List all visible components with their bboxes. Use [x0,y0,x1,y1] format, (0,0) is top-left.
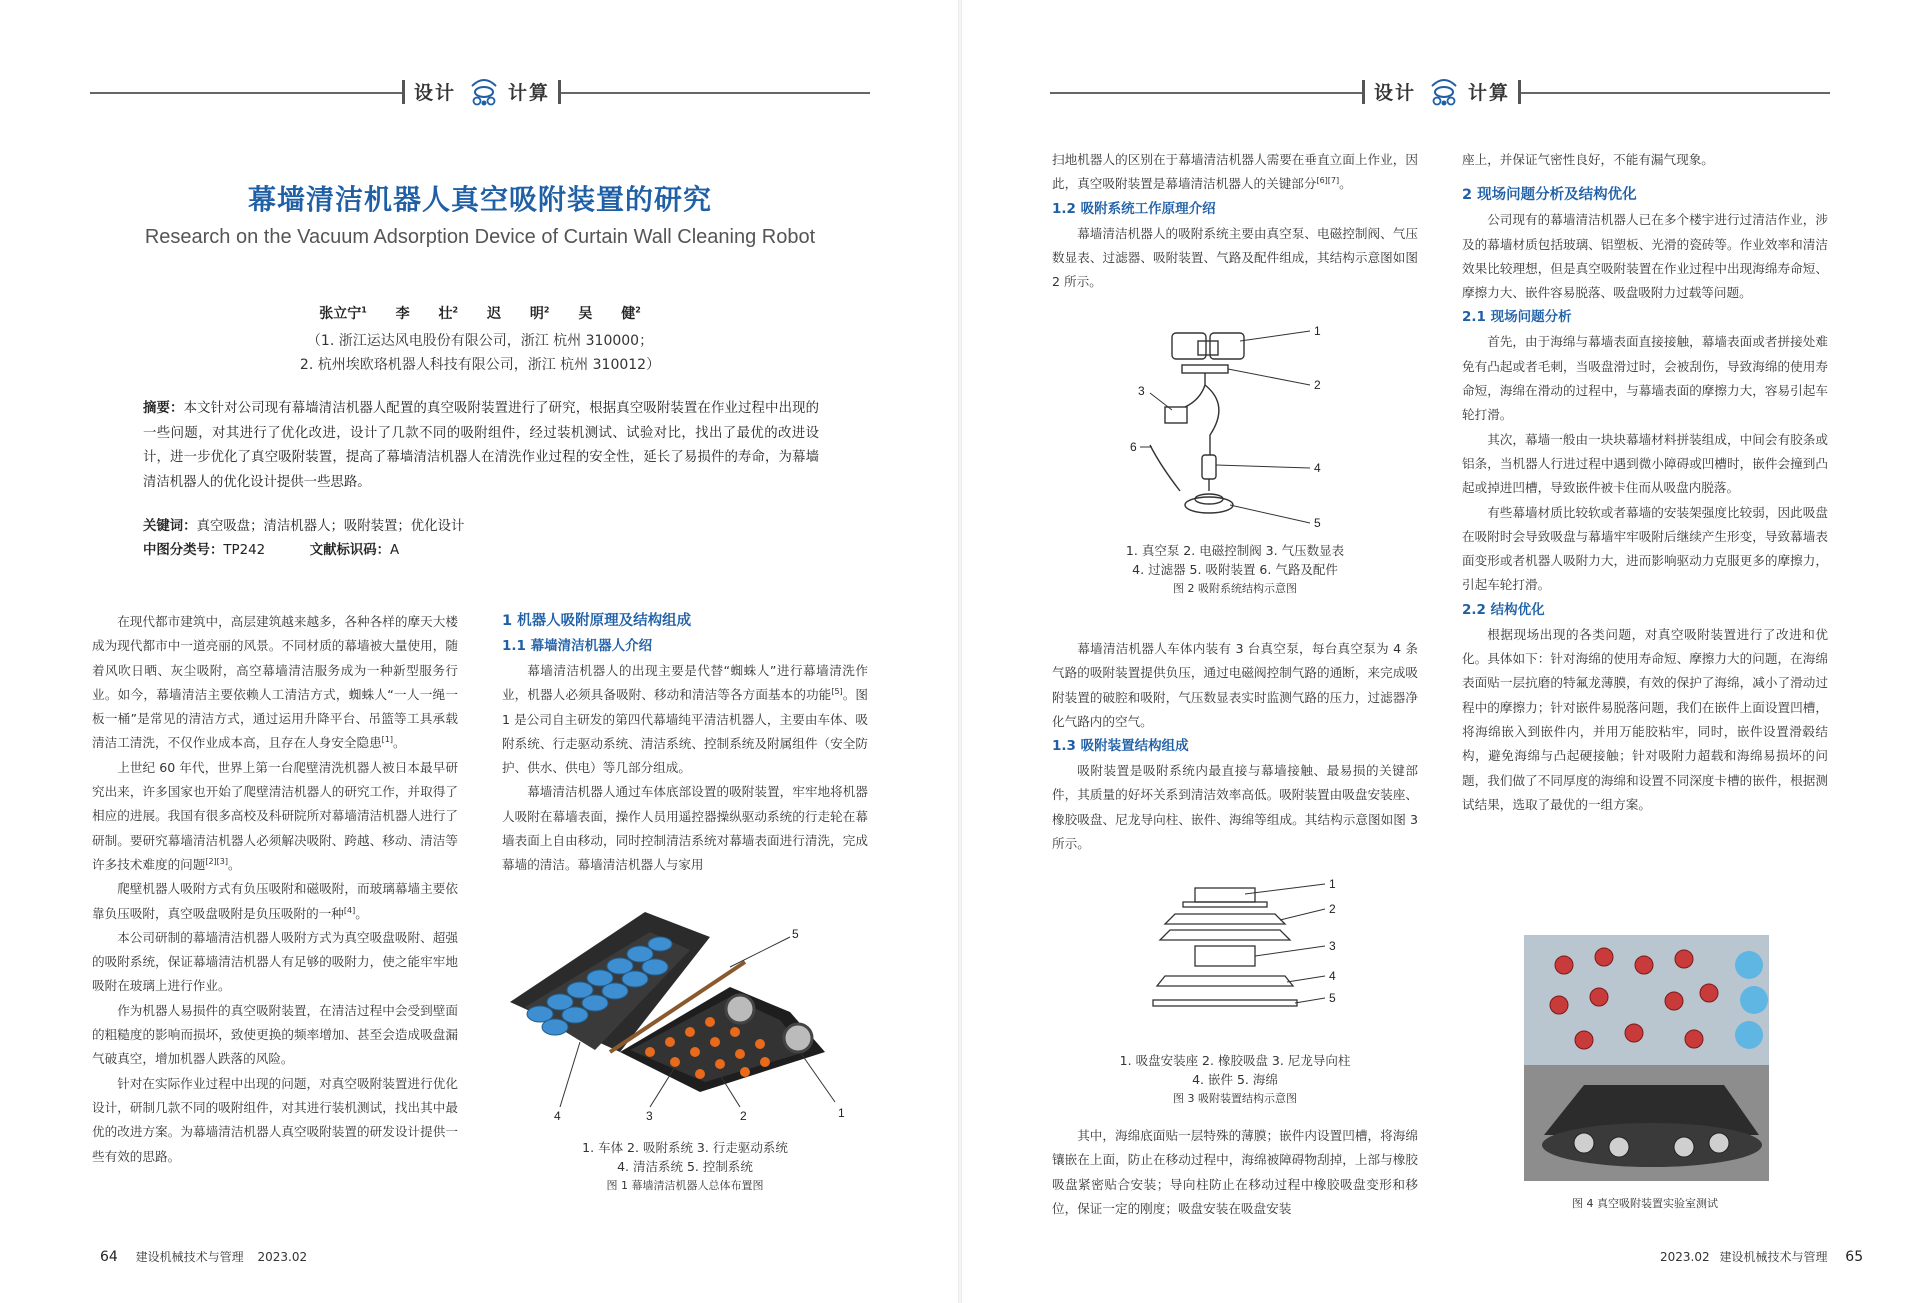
article-title-en: Research on the Vacuum Adsorption Device of Curtain Wall Cleaning Robot [144,226,816,248]
figure-1-legend: 1. 车体 2. 吸附系统 3. 行走驱动系统 4. 清洁系统 5. 控制系统 [582,1140,788,1174]
body-column-3-bottom [1052,1124,1418,1221]
paragraph: 公司现有的幕墙清洁机器人已在多个楼宇进行过清洁作业，涉及的幕墙材质包括玻璃、铝塑板、光滑的瓷砖等。作业效率和清洁效果比较理想，但是真空吸附装置在作业过程中出现海绵寿命短、摩擦力大、嵌件容易脱落、吸盘吸附力过载等问题。 [1462,212,1828,301]
figure-1-title: 图 1 幕墙清洁机器人总体布置图 [606,1179,764,1192]
figure-label: 3 [1138,384,1145,398]
header-word-calc: 计算 [508,82,551,104]
classification: 中图分类号：TP242 文献标识码：A [143,543,400,558]
running-header-left [90,72,870,112]
paragraph: 上世纪 60 年代，世界上第一台爬壁清洗机器人被日本最早研究出来，许多国家也开始了爬壁清洁机器人的研究工作，并取得了相应的进展。我国有很多高校及科研院所对幕墙清洁机器人进行了研制。要研究幕墙清洁机器人必须解决吸附、跨越、移动、清洁等许多技术难度的问题[2][3]。 [92,759,458,872]
system-drawing [1150,333,1244,513]
subsection-heading: 1.2 吸附系统工作原理介绍 [1052,200,1216,217]
journal-issue: 2023.02 [257,1250,308,1264]
journal-name: 建设机械技术与管理 [1719,1250,1828,1264]
keywords: 关键词：真空吸盘；清洁机器人；吸附装置；优化设计 [143,519,465,534]
right-page [960,0,1920,1303]
body-column-3-top [1052,148,1418,294]
paragraph: 扫地机器人的区别在于幕墙清洁机器人需要在垂直立面上作业，因此，真空吸附装置是幕墙清洁机器人的关键部分[6][7]。 [1052,152,1418,192]
robot-illustration [510,912,825,1092]
journal-name: 建设机械技术与管理 [135,1250,244,1264]
figure-label: 5 [1329,991,1336,1005]
figure-label: 5 [792,927,799,941]
paragraph: 幕墙清洁机器人通过车体底部设置的吸附装置，牢牢地将机器人吸附在幕墙表面，操作人员用遥控器操纵驱动系统的行走轮在幕墙表面上自由移动，同时控制清洁系统对幕墙表面进行清洗，完成幕墙的清洁。幕墙清洁机器人与家用 [502,784,868,873]
author: 李 壮$^2$ [395,305,459,322]
article-title-cn: 幕墙清洁机器人真空吸附装置的研究 [247,183,712,216]
body-column-1 [92,610,458,1169]
paragraph: 座上，并保证气密性良好，不能有漏气现象。 [1462,152,1714,167]
device-drawing [1153,888,1297,1006]
figure-2-adsorption-system [1130,315,1350,535]
subsection-heading: 1.1 幕墙清洁机器人介绍 [502,638,653,654]
figure-label: 4 [554,1109,561,1123]
abstract-text: 本文针对公司现有幕墙清洁机器人配置的真空吸附装置进行了研究，根据真空吸附装置在作业过程中出现的一些问题，对其进行了优化改进，设计了几款不同的吸附组件，经过装机测试、试验对比，找出了最优的改进设计，进一步优化了真空吸附装置，提高了幕墙清洁机器人在清洗作业过程的安全性，延长了易损件的寿命，为幕墙清洁机器人的优化设计提供一些思路。 [143,401,820,490]
figure-4-title: 图 4 真空吸附装置实验室测试 [1572,1197,1718,1210]
figure-label: 2 [1314,378,1321,392]
figure-label: 2 [740,1109,747,1123]
figure-label: 4 [1314,461,1321,475]
figure-label: 1 [838,1106,845,1120]
paragraph: 首先，由于海绵与幕墙表面直接接触，幕墙表面或者拼接处难免有凸起或者毛刺，当吸盘滑过时，会被刮伤，导致海绵的使用寿命短，海绵在滑动的过程中，与幕墙表面的摩擦力大，容易引起车轮打滑。 [1462,334,1828,423]
section-heading: 1 机器人吸附原理及结构组成 [502,613,692,629]
subsection-heading: 2.2 结构优化 [1462,601,1545,618]
paragraph: 作为机器人易损件的真空吸附装置，在清洁过程中会受到壁面的粗糙度的影响而损坏，致使更换的频率增加、甚至会造成吸盘漏气破真空，增加机器人跌落的风险。 [92,1002,458,1067]
header-tick [1362,80,1365,104]
body-column-2 [502,608,868,878]
figure-3-legend: 1. 吸盘安装座 2. 橡胶吸盘 3. 尼龙导向柱 4. 嵌件 5. 海绵 [1119,1053,1351,1087]
affiliation: 2. 杭州埃欧珞机器人科技有限公司，浙江 杭州 310012） [299,357,661,373]
figure-1-robot-drawing [500,902,870,1132]
paragraph: 本公司研制的幕墙清洁机器人吸附方式为真空吸盘吸附、超强的吸附系统，保证幕墙清洁机器人有足够的吸附力，使之能牢牢地吸附在玻璃上进行作业。 [92,929,458,994]
page-number: 64 [100,1249,118,1265]
subsection-heading: 2.1 现场问题分析 [1462,309,1572,326]
header-word-design: 设计 [1374,82,1417,104]
header-rule [561,92,870,94]
running-header-right [1050,72,1830,112]
page-number: 65 [1845,1249,1864,1265]
figure-2-title: 图 2 吸附系统结构示意图 [1173,582,1297,595]
journal-issue: 2023.02 [1660,1250,1710,1264]
abstract [143,397,819,495]
figure-label: 1 [1314,324,1321,338]
paragraph: 爬壁机器人吸附方式有负压吸附和磁吸附，而玻璃幕墙主要依靠负压吸附，真空吸盘吸附是负压吸附的一种[4]。 [92,881,458,921]
paragraph: 吸附装置是吸附系统内最直接与幕墙接触、最易损的关键部件，其质量的好坏关系到清洁效率高低。吸附装置由吸盘安装座、橡胶吸盘、尼龙导向柱、嵌件、海绵等组成。其结构示意图如图 3 所示。 [1052,763,1418,852]
paragraph: 幕墙清洁机器人的吸附系统主要由真空泵、电磁控制阀、气压数显表、过滤器、吸附装置、气路及配件组成，其结构示意图如图 2 所示。 [1052,225,1418,290]
figure-2-legend: 1. 真空泵 2. 电磁控制阀 3. 气压数显表 4. 过滤器 5. 吸附装置 6. 气路及配件 [1125,543,1345,577]
header-word-calc: 计算 [1468,82,1511,104]
paragraph: 其中，海绵底面贴一层特殊的薄膜；嵌件内设置凹槽，将海绵镶嵌在上面，防止在移动过程中，海绵被障碍物刮掉，上部与橡胶吸盘紧密贴合安装；导向柱防止在移动过程中橡胶吸盘变形和移位，保证一定的刚度；吸盘安装在吸盘安装 [1052,1128,1418,1216]
figure-3-title: 图 3 吸附装置结构示意图 [1173,1092,1297,1105]
paragraph: 根据现场出现的各类问题，对真空吸附装置进行了改进和优化。具体如下：针对海绵的使用寿命短、摩擦力大的问题，在海绵表面贴一层抗磨的特氟龙薄膜，有效的保护了海绵，减小了滑动过程中的摩擦力；针对嵌件易脱落问题，我们在嵌件上面设置凹槽，将海绵嵌入到嵌件内，并用万能胶粘牢，同时，嵌件设置滑毂结构，避免海绵与凸起硬接触；针对吸附力超载和海绵易损坏的问题，我们做了不同厚度的海绵和设置不同深度卡槽的嵌件，根据测试结果，选取了最优的一组方案。 [1462,626,1828,812]
page-footer-left [86,1248,307,1265]
author-list [0,303,960,323]
header-rule [90,92,402,94]
header-rule [1050,92,1362,94]
figure-label: 2 [1329,902,1336,916]
paragraph: 幕墙清洁机器人的出现主要是代替“蜘蛛人”进行幕墙清洗作业，机器人必须具备吸附、移动和清洁等各方面基本的功能[5]。图 1 是公司自主研发的第四代幕墙纯平清洁机器人，主要由车体、吸附系统、行走驱动系统、清洁系统、控制系统及附属组件（安全防护、供水、供电）等几部分组成。 [502,663,869,776]
author: 张立宁$^1$ [319,305,367,322]
figure-label: 6 [1130,440,1137,454]
section-heading: 2 现场问题分析及结构优化 [1462,187,1637,204]
body-column-3-middle [1052,637,1418,856]
figure-3-suction-cup-device [1135,876,1345,1046]
subsection-heading: 1.3 吸附装置结构组成 [1052,738,1189,755]
paragraph: 在现代都市建筑中，高层建筑越来越多，各种各样的摩天大楼成为现代都市中一道亮丽的风景。不同材质的幕墙被大量使用，随着风吹日晒、灰尘吸附，高空幕墙清洁服务成为一种新型服务行业。如今，幕墙清洁主要依赖人工清洁方式，蜘蛛人“一人一绳一板一桶”是常见的清洁方式，通过运用升降平台、吊篮等工具承载清洁工清洗，不仅作业成本高，且存在人身安全隐患[1]。 [92,614,458,751]
abstract-label: 摘要： [143,401,184,416]
figure-label: 1 [1329,877,1336,891]
figure-label: 3 [1329,939,1336,953]
figure-label: 4 [1329,969,1336,983]
paragraph: 针对在实际作业过程中出现的问题，对真空吸附装置进行优化设计，研制几款不同的吸附组件，对其进行装机测试，找出其中最优的改进方案。为幕墙清洁机器人真空吸附装置的研发设计提供一些有效的思路。 [92,1075,458,1164]
affiliation: （1. 浙江运达风电股份有限公司，浙江 杭州 310000； [306,333,654,349]
figure-4-lab-test-photo [1524,935,1769,1181]
author: 吴 健$^2$ [578,305,641,322]
paragraph: 有些幕墙材质比较软或者幕墙的安装架强度比较弱，因此吸盘在吸附时会导致吸盘与幕墙牢牢吸附后继续产生形变，导致幕墙表面变形或者机器人吸附力大，进而影响驱动力克服更多的摩擦力，引起车轮打滑。 [1462,504,1828,593]
figure-label: 3 [646,1109,653,1123]
header-rule [1521,92,1830,94]
header-word-design: 设计 [414,82,457,104]
cloud-gear-icon [466,72,502,108]
leader-lines [1140,331,1310,523]
body-column-4 [1462,148,1828,817]
paragraph: 幕墙清洁机器人车体内装有 3 台真空泵，每台真空泵为 4 条气路的吸附装置提供负压，通过电磁阀控制气路的通断，来完成吸附装置的破腔和吸附，气压数显表实时监测气路的压力，过滤器净化气路内的空气。 [1052,641,1418,729]
header-tick [402,80,405,104]
paragraph: 其次，幕墙一般由一块块幕墙材料拼装组成，中间会有胶条或铝条，当机器人行进过程中遇到微小障碍或凹槽时，嵌件会撞到凸起或掉进凹槽，导致嵌件被卡住而从吸盘内脱落。 [1462,431,1828,496]
figure-label: 5 [1314,516,1321,530]
page-footer-right [1660,1248,1877,1265]
cloud-gear-icon [1426,72,1462,108]
author: 迟 明$^2$ [487,305,550,322]
